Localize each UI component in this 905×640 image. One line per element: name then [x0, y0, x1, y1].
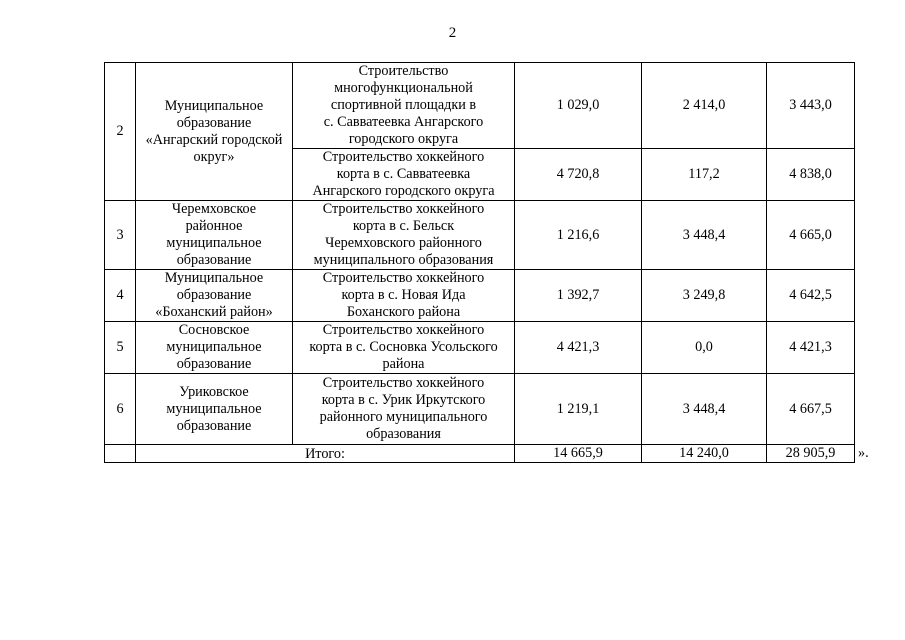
col3-value-cell: 3 443,0: [767, 63, 855, 149]
col3-value-cell: 4 665,0: [767, 201, 855, 270]
project-description-line: Строительство хоккейного: [322, 201, 485, 217]
total-row: [105, 445, 855, 463]
project-description-line: спортивной площадки в: [330, 97, 477, 113]
total-col1-value: 14 665,9: [515, 445, 642, 463]
row-number-cell: 5: [105, 322, 136, 374]
municipality-line: Уриковское: [179, 383, 249, 400]
project-description-line: образования: [366, 426, 441, 442]
municipality-line: образование: [176, 252, 252, 268]
col1-value-cell: 4 421,3: [515, 322, 642, 374]
project-description-line: многофункциональной: [334, 80, 473, 96]
municipality-line: округ»: [193, 148, 235, 165]
project-description-line: Строительство хоккейного: [322, 149, 485, 165]
municipality-line: «Боханский район»: [155, 304, 273, 320]
municipality-line: Черемховское: [171, 201, 257, 217]
municipality-line: Муниципальное: [164, 97, 264, 114]
municipality-line: Муниципальное: [164, 270, 264, 286]
project-description-line: муниципального образования: [313, 252, 494, 268]
col2-value-cell: 3 448,4: [642, 374, 767, 445]
municipality-line: Сосновское: [178, 322, 250, 338]
col1-value-cell: 1 216,6: [515, 201, 642, 270]
table-row: [105, 322, 855, 374]
project-description-line: районного муниципального: [319, 409, 488, 425]
project-description-line: Строительство хоккейного: [322, 322, 485, 338]
closing-quote-mark: ».: [858, 445, 869, 461]
municipality-cell: [136, 270, 293, 322]
project-description-line: Ангарского городского округа: [312, 183, 495, 199]
table-row: [105, 270, 855, 322]
municipality-cell: [136, 322, 293, 374]
municipality-cell: [136, 201, 293, 270]
project-description-cell: [293, 63, 515, 149]
col2-value-cell: 117,2: [642, 149, 767, 201]
municipality-line: районное: [185, 218, 243, 234]
row-number-cell: 3: [105, 201, 136, 270]
project-description-cell: [293, 149, 515, 201]
municipality-line: образование: [176, 417, 252, 434]
project-description-line: Строительство хоккейного: [322, 270, 485, 286]
project-description-line: Строительство хоккейного: [322, 375, 485, 391]
row-number-cell: 6: [105, 374, 136, 445]
col2-value-cell: 3 448,4: [642, 201, 767, 270]
municipality-line: муниципальное: [166, 339, 262, 355]
page-number: 2: [448, 25, 457, 41]
table-row: [105, 201, 855, 270]
municipality-line: муниципальное: [166, 235, 262, 251]
project-description-line: района: [382, 356, 425, 372]
project-description-line: Боханского района: [346, 304, 461, 320]
project-description-line: корта в с. Урик Иркутского: [321, 392, 486, 408]
col1-value-cell: 1 392,7: [515, 270, 642, 322]
project-description-cell: [293, 374, 515, 445]
project-description-line: корта в с. Савватеевка: [336, 166, 471, 182]
col3-value-cell: 4 421,3: [767, 322, 855, 374]
project-description-line: Строительство: [358, 63, 449, 79]
municipality-line: муниципальное: [166, 400, 262, 417]
col2-value-cell: 3 249,8: [642, 270, 767, 322]
col2-value-cell: 2 414,0: [642, 63, 767, 149]
project-description-line: городского округа: [348, 131, 459, 147]
col1-value-cell: 1 029,0: [515, 63, 642, 149]
funding-table: [104, 62, 855, 463]
col1-value-cell: 4 720,8: [515, 149, 642, 201]
project-description-cell: [293, 322, 515, 374]
project-description-cell: [293, 270, 515, 322]
table-row: [105, 374, 855, 445]
project-description-line: корта в с. Сосновка Усольского: [309, 339, 498, 355]
project-description-line: Черемховского районного: [325, 235, 482, 251]
col3-value-cell: 4 838,0: [767, 149, 855, 201]
municipality-cell: [136, 63, 293, 201]
municipality-line: образование: [176, 356, 252, 372]
col3-value-cell: 4 642,5: [767, 270, 855, 322]
municipality-line: образование: [176, 114, 252, 131]
project-description-line: с. Савватеевка Ангарского: [323, 114, 484, 130]
project-description-line: корта в с. Бельск: [352, 218, 455, 234]
total-col3-value: 28 905,9: [767, 445, 855, 463]
municipality-line: образование: [176, 287, 252, 303]
total-label: Итого:: [136, 445, 515, 463]
col3-value-cell: 4 667,5: [767, 374, 855, 445]
total-col2-value: 14 240,0: [642, 445, 767, 463]
row-number-cell: 2: [105, 63, 136, 201]
table-row: [105, 63, 855, 149]
row-number-cell: 4: [105, 270, 136, 322]
total-number-cell: [105, 445, 136, 463]
col2-value-cell: 0,0: [642, 322, 767, 374]
project-description-line: корта в с. Новая Ида: [341, 287, 466, 303]
municipality-cell: [136, 374, 293, 445]
project-description-cell: [293, 201, 515, 270]
municipality-line: «Ангарский городской: [145, 131, 283, 148]
col1-value-cell: 1 219,1: [515, 374, 642, 445]
